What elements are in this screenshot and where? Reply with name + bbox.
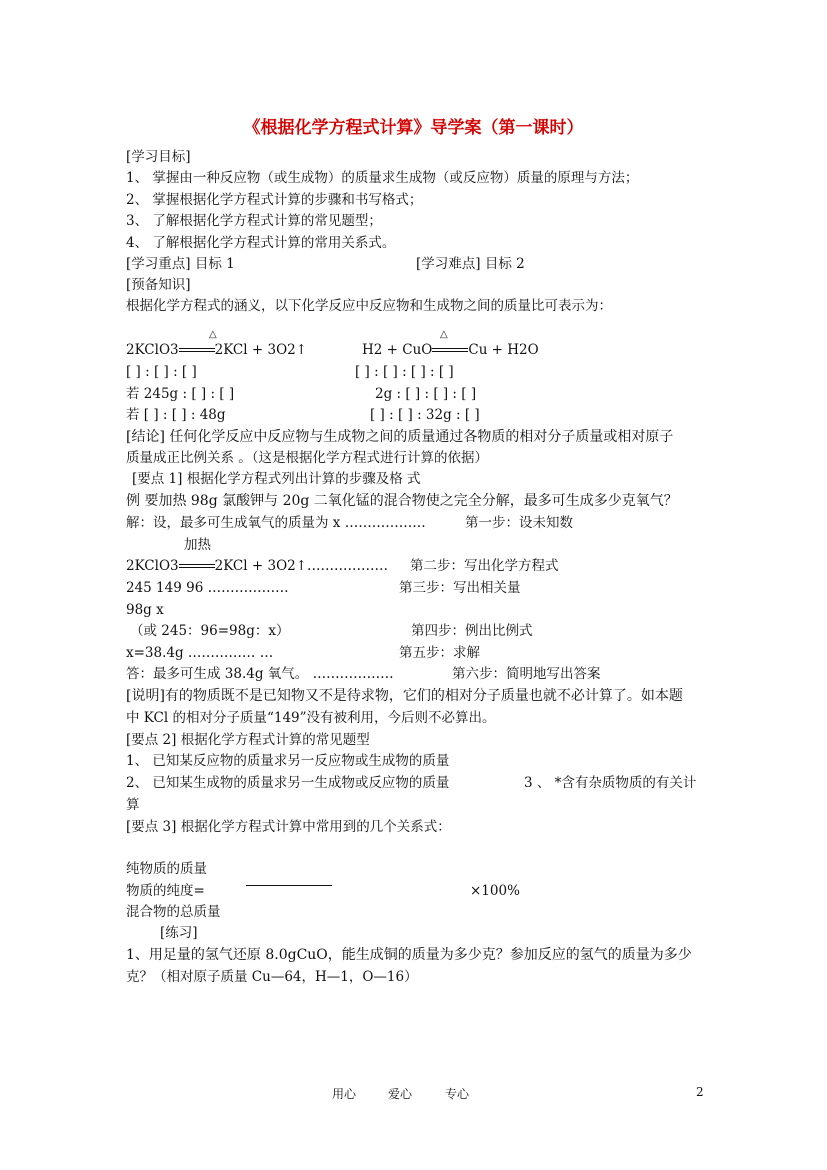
- goal-item: 3、 了解根据化学方程式计算的常见题型；: [126, 213, 382, 229]
- note: 中 KCl 的相对分子质量“149”没有被利用，今后则不必算出。: [126, 710, 496, 726]
- step-label: 第二步：写出化学方程式: [410, 558, 559, 574]
- step-label: 第五步：求解: [399, 645, 480, 661]
- delta-symbol: △: [440, 329, 448, 340]
- fraction-numerator: 纯物质的质量: [126, 861, 207, 877]
- solution-line: 245 149 96 ………………: [126, 580, 289, 596]
- question-type: 算: [126, 797, 140, 813]
- solution-equation: [126, 556, 388, 576]
- point-1: [要点 1] 根据化学方程式列出计算的步骤及格 式: [132, 471, 421, 487]
- delta-symbol: △: [209, 329, 217, 340]
- solution-line: 98g x: [126, 602, 164, 618]
- exercise-item: 克？（相对原子质量 Cu—64，H—1，O—16）: [126, 969, 418, 985]
- conclusion: 质量成正比例关系 。（这是根据化学方程式进行计算的依据）: [126, 450, 489, 466]
- step-label: 第一步：设未知数: [465, 515, 573, 531]
- step-label: 第三步：写出相关量: [399, 580, 521, 596]
- solution-line: 答：最多可生成 38.4g 氧气。 ………………: [126, 666, 394, 682]
- question-type: 2、 已知某生成物的质量求另一生成物或反应物的质量: [126, 775, 450, 791]
- equation-1: [126, 340, 307, 360]
- equation-2-left: H2 + CuO: [362, 342, 433, 358]
- goal-item: 2、 掌握根据化学方程式计算的步骤和书写格式；: [126, 192, 423, 208]
- key-point: [学习重点] 目标 1: [126, 256, 235, 272]
- solution-line: 解：设，最多可生成氧气的质量为 x ………………: [126, 515, 426, 531]
- reaction-arrow: [179, 348, 215, 354]
- ratio-row: [ ] : [ ] : [ ]: [126, 364, 197, 380]
- equation-1-right: 2KCl + 3O2↑: [214, 342, 308, 358]
- solution-line: （或 245：96=98g：x）: [130, 623, 290, 639]
- solution-equation-right: 2KCl + 3O2↑………………: [214, 558, 389, 574]
- difficulty: [学习难点] 目标 2: [416, 256, 525, 272]
- solution-equation-left: 2KClO3: [126, 558, 179, 574]
- footer-text: 专心: [445, 1087, 470, 1101]
- footer-text: 爱心: [388, 1087, 413, 1101]
- purity-label: 物质的纯度=: [126, 883, 205, 899]
- goals-header: [学习目标]: [126, 149, 191, 165]
- page-number: 2: [696, 1085, 704, 1099]
- question-type: 3 、 *含有杂质物质的有关计: [524, 775, 697, 791]
- ratio-row: [ ] : [ ] : 32g : [ ]: [370, 407, 480, 423]
- preview-text: 根据化学方程式的涵义，以下化学反应中反应物和生成物之间的质量比可表示为：: [126, 298, 612, 314]
- point-3: [要点 3] 根据化学方程式计算中常用到的几个关系式：: [126, 819, 451, 835]
- fraction-denominator: 混合物的总质量: [126, 904, 221, 920]
- ratio-row: 2g : [ ] : [ ] : [ ]: [375, 386, 477, 402]
- preview-header: [预备知识]: [126, 277, 191, 293]
- reaction-arrow: [432, 348, 468, 354]
- equation-2-right: Cu + H2O: [468, 342, 539, 358]
- page-title: 《根据化学方程式计算》导学案（第一课时）: [243, 118, 584, 138]
- question-type: 1、 已知某反应物的质量求另一反应物或生成物的质量: [126, 753, 450, 769]
- conclusion: [结论] 任何化学反应中反应物与生成物之间的质量通过各物质的相对分子质量或相对原子: [126, 429, 674, 445]
- goal-item: 4、 了解根据化学方程式计算的常用关系式。: [126, 235, 396, 251]
- footer-text: 用心: [332, 1087, 357, 1101]
- equation-2: [362, 340, 539, 360]
- ratio-row: 若 245g : [ ] : [ ]: [126, 386, 235, 402]
- point-2: [要点 2] 根据化学方程式计算的常见题型: [126, 732, 370, 748]
- heat-condition: 加热: [184, 537, 211, 553]
- step-label: 第四步：例出比例式: [411, 623, 533, 639]
- equation-1-left: 2KClO3: [126, 342, 179, 358]
- solution-line: x=38.4g …………… …: [126, 645, 274, 661]
- exercise-header: [练习]: [160, 925, 198, 941]
- ratio-row: [ ] : [ ] : [ ] : [ ]: [355, 364, 454, 380]
- step-label: 第六步：简明地写出答案: [452, 666, 601, 682]
- exercise-item: 1、用足量的氢气还原 8.0gCuO，能生成铜的质量为多少克？参加反应的氢气的质量为多少: [126, 947, 692, 963]
- goal-item: 1、 掌握由一种反应物（或生成物）的质量求生成物（或反应物）质量的原理与方法；: [126, 170, 639, 186]
- example: 例 要加热 98g 氯酸钾与 20g 二氧化锰的混合物使之完全分解，最多可生成多少克氧气？: [126, 493, 678, 509]
- reaction-arrow: [179, 564, 215, 570]
- note: [说明]有的物质既不是已知物又不是待求物，它们的相对分子质量也就不必计算了。如本题: [126, 688, 683, 704]
- ratio-row: 若 [ ] : [ ] : 48g: [126, 407, 226, 423]
- percent-factor: ×100%: [470, 883, 520, 899]
- fraction-bar: [246, 885, 332, 886]
